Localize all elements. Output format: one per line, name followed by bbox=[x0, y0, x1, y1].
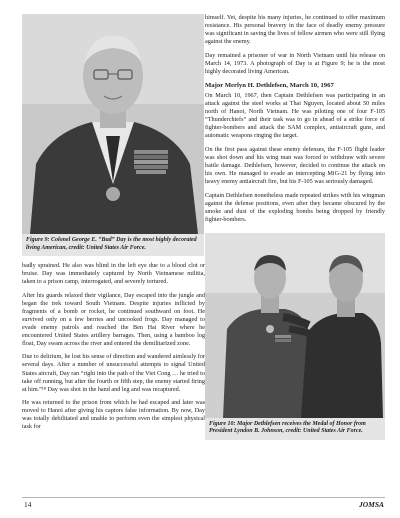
paragraph: badly sprained. He also was blind in the left eye due to a blood clot or bruise. Day was immediately captured by North Vietnamese militia, taken to a prison camp, interrogated, and severely tortured. bbox=[22, 262, 205, 286]
paragraph: Day remained a prisoner of war in North Vietnam until his release on March 14, 1973. A photograph of Day is at Figure 9; he is the most highly decorated living American. bbox=[205, 51, 385, 75]
photo-medal-ceremony bbox=[205, 233, 385, 418]
paragraph: himself. Yet, despite his many injuries, he continued to offer maximum resistance. His personal bravery in the face of deadly enemy pressure was significant in saving the lives of fellow airmen who were still flying against the enemy. bbox=[205, 14, 385, 46]
journal-name: JOMSA bbox=[358, 500, 384, 509]
right-column bbox=[205, 14, 385, 440]
paragraph: On the first pass against these enemy defenses, the F-105 flight leader was shot down and his wing man was forced to withdraw with severe battle damage. Dethlefsen, however, decided to continue the attack on his own. He managed to evade an intercepting MiG-21 by flying into heavy enemy antiaircraft fire, but his F-105 was seriously damaged. bbox=[205, 145, 385, 186]
figure-9-caption-box bbox=[22, 234, 204, 256]
paragraph: He was returned to the prison from which he had escaped and later was moved to Hanoi after giving his captors false information. By now, Day was totally debilitated and unable to perform even the simplest physical task for bbox=[22, 399, 205, 431]
left-column bbox=[22, 14, 205, 431]
portrait-illustration bbox=[22, 14, 204, 234]
footer-divider bbox=[22, 497, 385, 498]
figure-9-caption: Figure 9: Colonel George E. “Bud” Day is the most highly decorated living American, credit: United States Air Force. bbox=[26, 237, 197, 251]
paragraph: Captain Dethlefsen nonetheless made repeated strikes with his wingman against the defense positions, even after they became obscured by the smoke and dust of the exploding bombs being dropped by friendly fighter-bombers. bbox=[205, 191, 385, 223]
paragraph: On March 10, 1967, then Captain Dethlefsen was participating in an attack against the steel works at Thai Nguyen, located about 50 miles north of Hanoi, North Vietnam. He was piloting one of four F-105 “Thunderchiefs” and their task was to go in ahead of a strike force of fighter-bombers and attack the SAM complex, antiaircraft guns, and automatic weapons ringing the target. bbox=[205, 92, 385, 140]
ceremony-illustration bbox=[205, 233, 385, 418]
figure-10-caption-box bbox=[205, 418, 385, 440]
figure-10-caption: Figure 10: Major Dethlefsen receives the Medal of Honor from President Lyndon B. Johnson, credit: United States Air Force. bbox=[209, 420, 366, 435]
page-number: 14 bbox=[24, 500, 32, 509]
left-column-text bbox=[22, 262, 205, 431]
section-heading: Major Merlyn H. Dethlefsen, March 10, 1967 bbox=[205, 81, 334, 89]
paragraph: Due to delirium, he lost his sense of direction and wandered aimlessly for several days. After a number of unsuccessful attempts to signal United States aircraft, Day ran “right into the path of the Viet Cong … he tried to take off running, but after the fourth or fifth step, the enemy started firing at him.”¹⁸ Day was shot in the hand and leg and was recaptured. bbox=[22, 353, 205, 393]
photo-colonel-day bbox=[22, 14, 204, 234]
paragraph: After his guards relaxed their vigilance, Day escaped into the jungle and began the trek toward South Vietnam. Despite injuries inflicted by fragments of a bomb or rocket, he continued southward on foot. He survived only on a few berries and uncooked frogs. Day managed to evade enemy patrols and reached the Ben Hai River where he encountered United States artillery barrages. Then, using a bamboo log float, Day swam across the river and entered the demilitarized zone. bbox=[22, 291, 205, 347]
